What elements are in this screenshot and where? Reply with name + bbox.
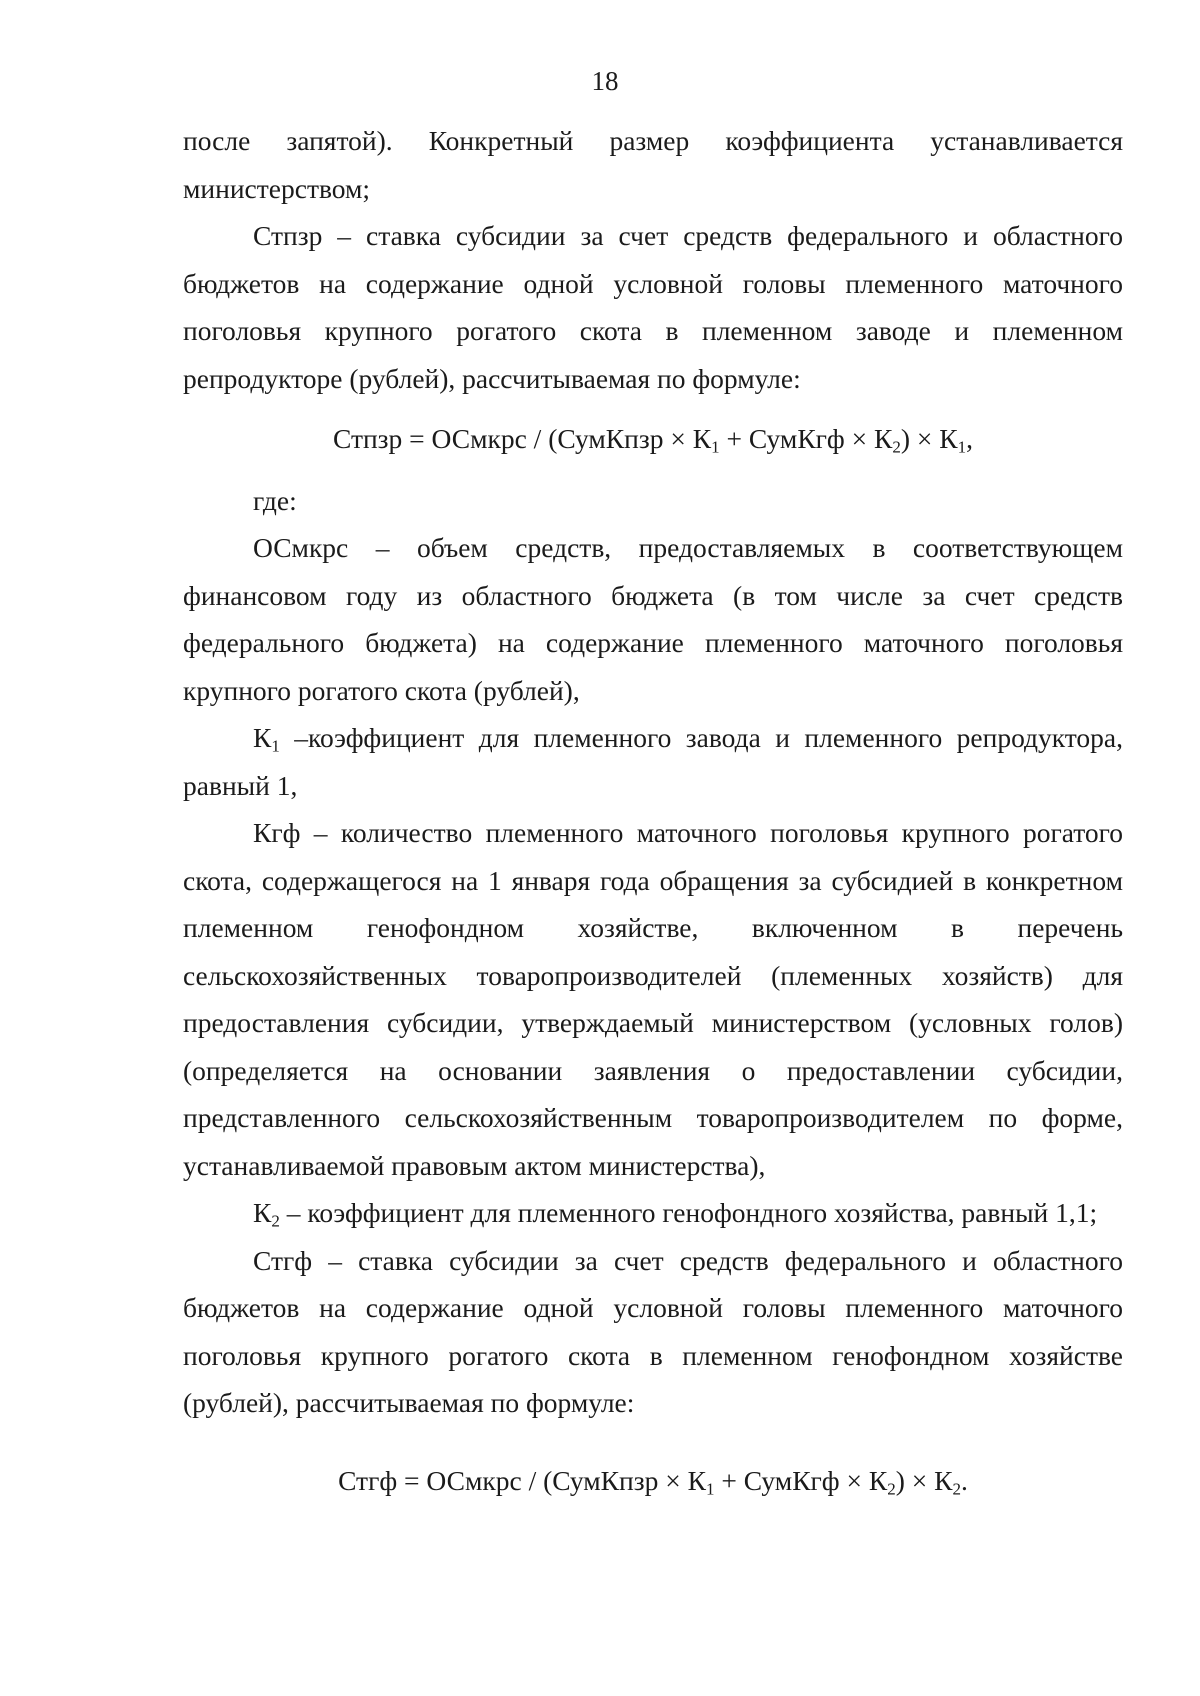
page-number: 18 — [591, 66, 619, 96]
paragraph-stpzr-definition: Стпзр – ставка субсидии за счет средств федерального и областного бюджетов на содержание одной условной головы племенного маточного поголовья крупного рогатого скота в племенном заводе и племенном репродукторе (рублей), рассчитываемая по формуле: — [183, 220, 1123, 394]
where-label: где: — [253, 484, 297, 516]
paragraph-stgf-definition: Стгф – ставка субсидии за счет средств федерального и областного бюджетов на содержание одной условной головы племенного маточного поголовья крупного рогатого скота в племенном генофондном хозяйстве (рублей), рассчитываемая по формуле: — [183, 1244, 1123, 1418]
paragraph-kgf-definition: Кгф – количество племенного маточного поголовья крупного рогатого скота, содержащегося на 1 января года обращения за субсидией в конкретном племенном генофондном хозяйстве, включенном в перечень сельскохозяйственных товаропроизводителей (племенных хозяйств) для предоставления субсидии, утверждаемый министерством (условных голов) (определяется на основании заявления о предоставлении субсидии, представленного сельскохозяйственным товаропроизводителем по форме, устанавливаемой правовым актом министерства), — [183, 817, 1123, 1181]
formula-stpzr: Стпзр = ОСмкрс / (СумКпзр × $К_1$ + СумКгф × $К_2) \times К_1$, — [332, 423, 974, 457]
paragraph-osmkrs-definition: ОСмкрс – объем средств, предоставляемых в соответствующем финансовом году из областного бюджета (в том числе за счет средств федерального бюджета) на содержание племенного маточного поголовья крупного рогатого скота (рублей), — [183, 532, 1123, 706]
paragraph-k1-definition: $К_1$ –коэффициент для племенного завода и племенного репродуктора, равный 1, — [183, 722, 1123, 801]
formula-stgf: Стгф = ОСмкрс / (СумКпзр × $К_1$ + СумКгф × $К_2) \times К_2$. — [338, 1464, 968, 1498]
paragraph-continuation: после запятой). Конкретный размер коэффициента устанавливается министерством; — [183, 125, 1123, 204]
paragraph-k2-definition: $К_2$ – коэффициент для племенного генофондного хозяйства, равный 1,1; — [253, 1197, 1098, 1231]
document-body — [183, 117, 1123, 1518]
